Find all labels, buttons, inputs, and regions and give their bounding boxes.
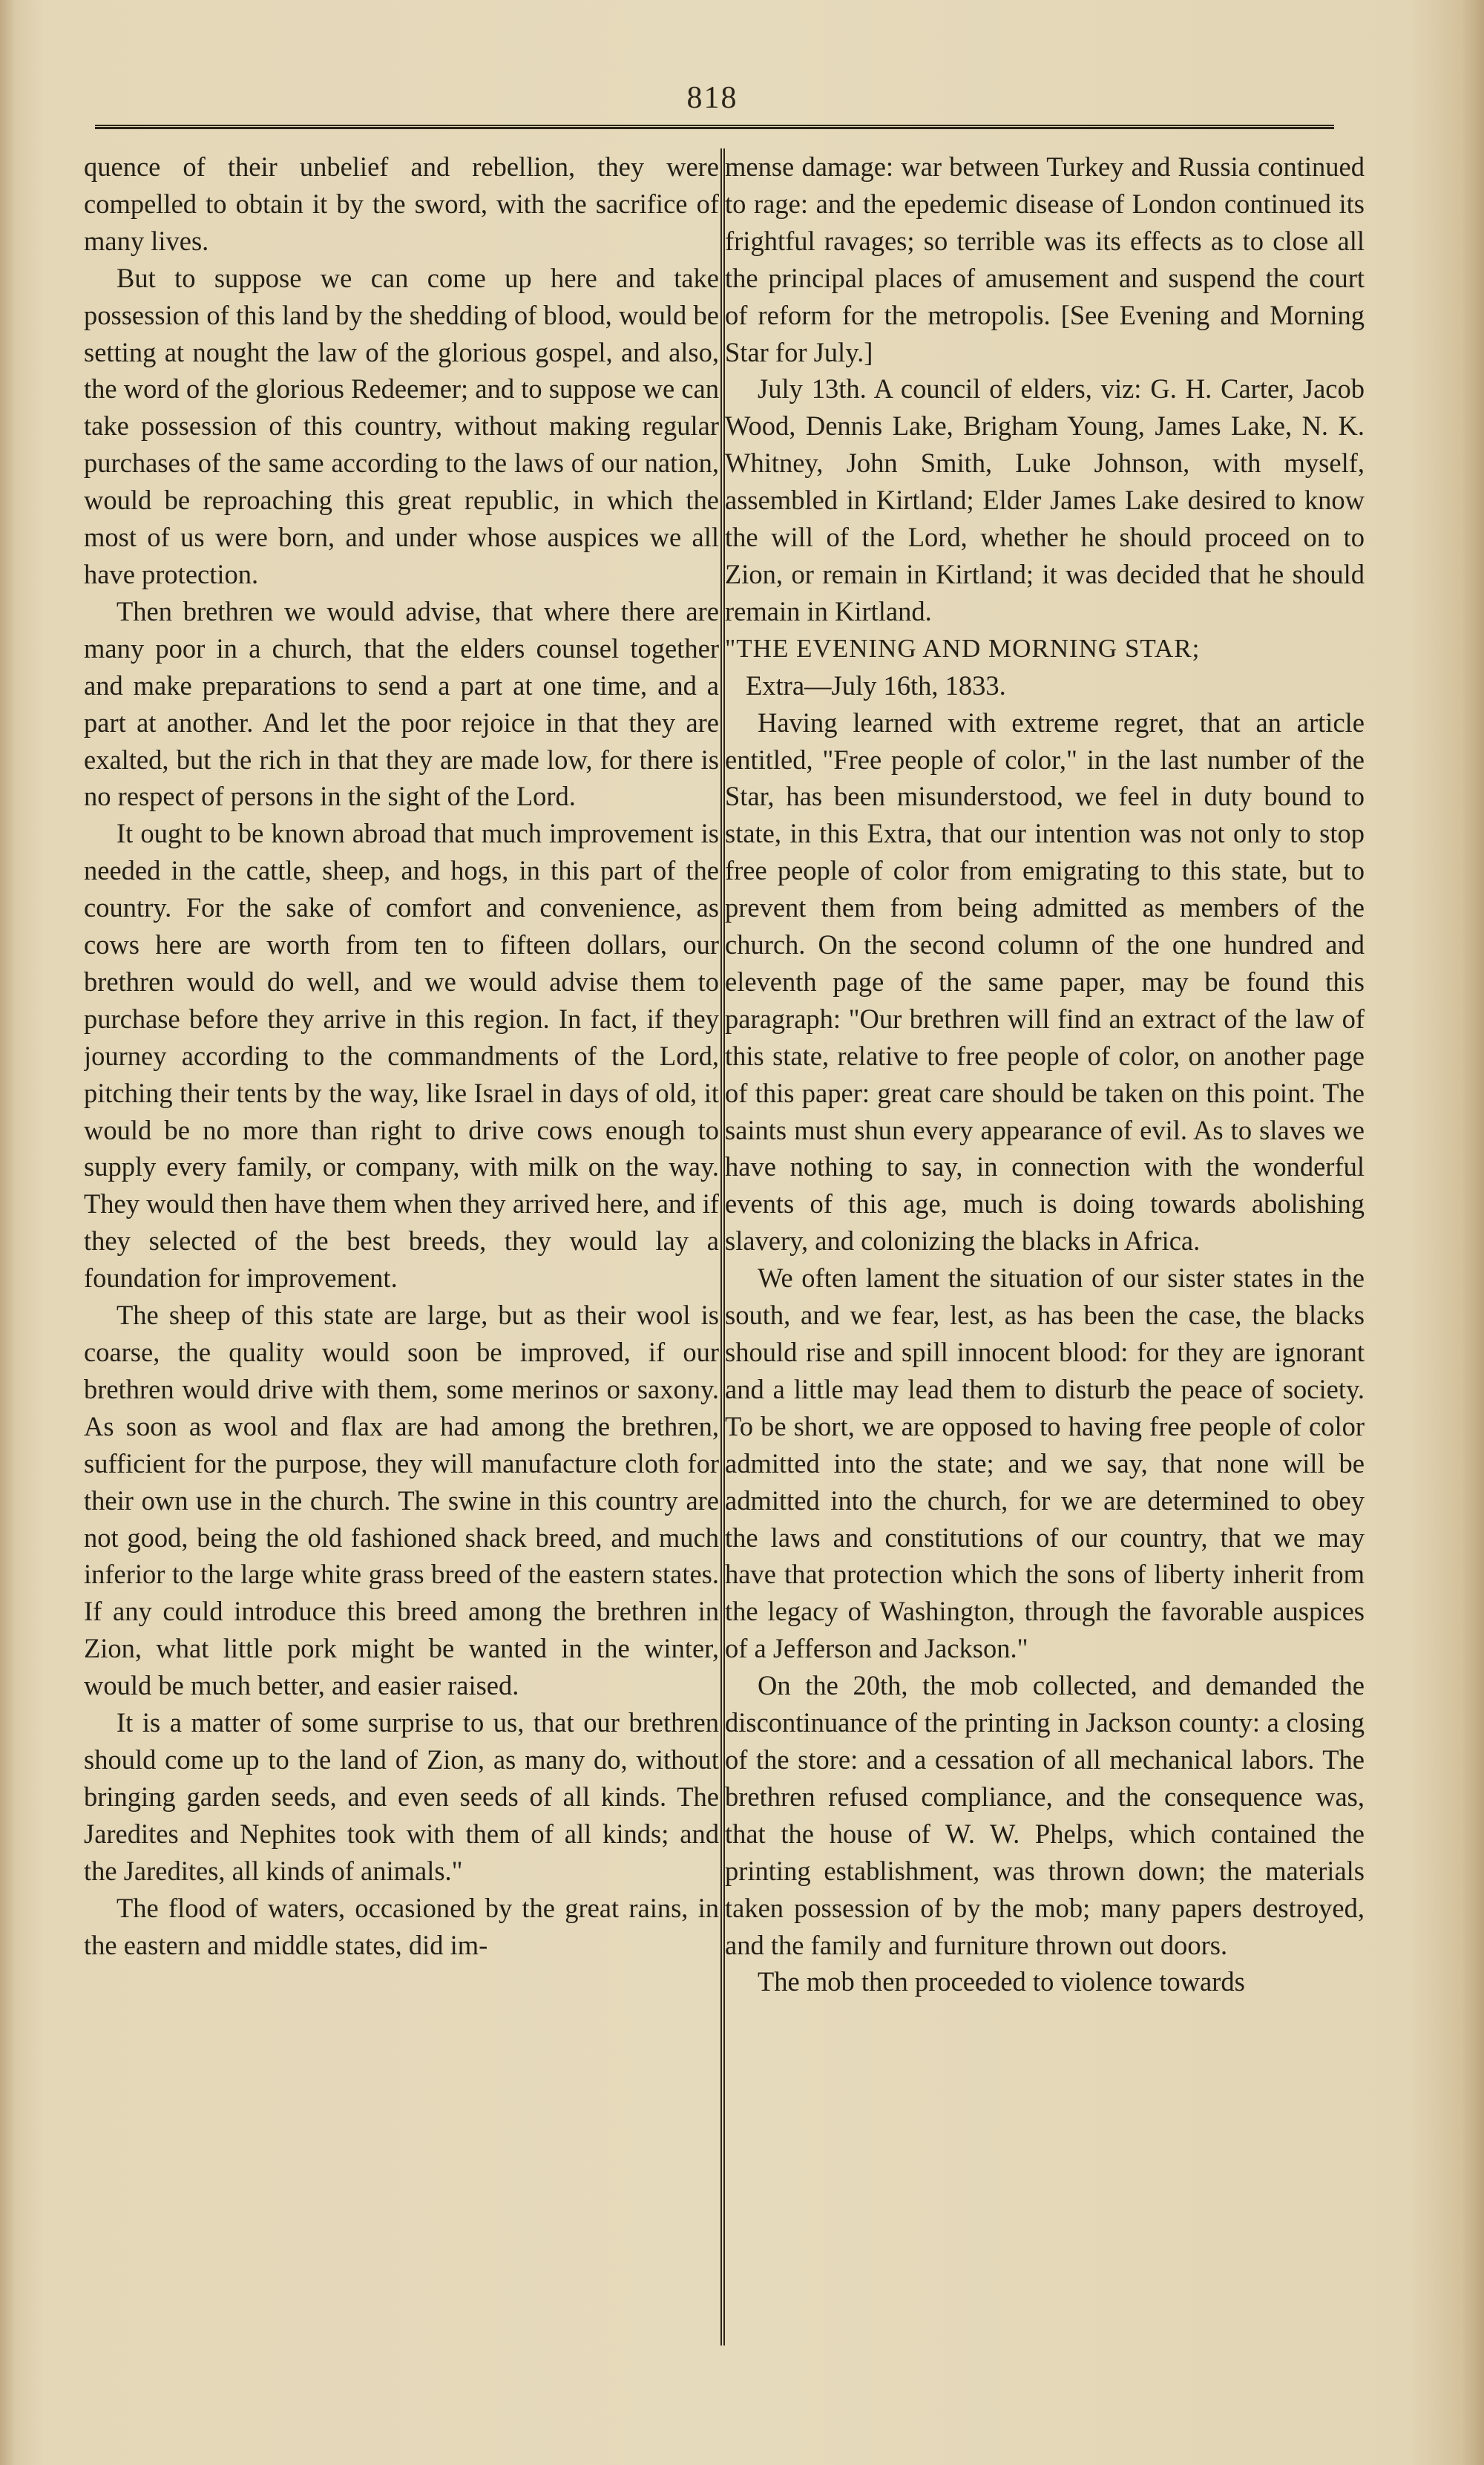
right-paragraph-1: mense damage: war between Turkey and Russia continued to rage: and the epedemic disease of London continued its frightful ravages; so terrible was its effects as to close all the principal places of amusement and suspend the court of reform for the metropolis. [See Evening and Morning Star for July.] (725, 151, 1365, 367)
right-paragraph-2: July 13th. A council of elders, viz: G. H. Carter, Jacob Wood, Dennis Lake, Brigham Young, James Lake, N. K. Whitney, John Smith, Luke Johnson, with myself, assembled in Kirtland; Elder James Lake desired to know the will of the Lord, whether he should proceed on to Zion, or remain in Kirtland; it was decided that he should remain in Kirtland. (725, 373, 1365, 626)
left-paragraph-5: The sheep of this state are large, but as their wool is coarse, the quality would soon be improved, if our brethren would drive with them, some merinos or saxony. As soon as wool and flax are had among the brethren, sufficient for the purpose, they will manufacture cloth for their own use in the church. The swine in this country are not good, being the old fashioned shack breed, and much inferior to the large white grass breed of the eastern states. If any could introduce this breed among the brethren in Zion, what little pork might be wanted in the winter, would be much better, and easier raised. (84, 1300, 719, 1701)
left-paragraph-7: The flood of waters, occasioned by the great rains, in the eastern and middle states, did im- (84, 1892, 719, 1960)
right-paragraph-5: On the 20th, the mob collected, and demanded the discontinuance of the printing in Jackson county: a closing of the store: and a cessation of all mechanical labors. The brethren refused compliance, and the consequence was, that the house of W. W. Phelps, which contained the printing establishment, was thrown down; the materials taken possession of by the mob; many papers destroyed, and the family and furniture thrown out doors. (725, 1670, 1365, 1960)
right-paragraph-6: The mob then proceeded to violence towards (758, 1966, 1245, 1997)
page-number: 818 (686, 81, 738, 115)
article-heading: "THE EVENING AND MORNING STAR; (725, 633, 1201, 663)
left-paragraph-3: Then brethren we would advise, that where there are many poor in a church, that the elders counsel together and make preparations to send a part at one time, and a part at another. And let the poor rejoice in that they are exalted, but the rich in that they are made low, for there is no respect of persons in the sight of the Lord. (84, 595, 719, 812)
left-paragraph-1: quence of their unbelief and rebellion, they were compelled to obtain it by the sword, with the sacrifice of many lives. (84, 151, 719, 256)
right-paragraph-3: Having learned with extreme regret, that an article entitled, "Free people of color," in the last number of the Star, has been misunderstood, we feel in duty bound to state, in this Extra, that our intention was not only to stop free people of color from emigrating to this state, but to prevent them from being admitted as members of the church. On the second column of the one hundred and eleventh page of the same paper, may be found this paragraph: "Our brethren will find an extract of the law of this state, relative to free people of color, on another page of this paper: great care should be taken on this point. The saints must shun every appearance of evil. As to slaves we have nothing to say, in connection with the wonderful events of this age, much is doing towards abolishing slavery, and colonizing the blacks in Africa. (725, 707, 1365, 1257)
left-paragraph-6: It is a matter of some surprise to us, that our brethren should come up to the land of Zion, as many do, without bringing garden seeds, and even seeds of all kinds. The Jaredites and Nephites took with them of all kinds; and the Jaredites, all kinds of animals." (84, 1707, 719, 1886)
right-column (725, 148, 1365, 2375)
left-column (84, 148, 719, 2375)
left-paragraph-2: But to suppose we can come up here and take possession of this land by the shedding of blood, would be setting at nought the law of the glorious gospel, and also, the word of the glorious Redeemer; and to suppose we can take possession of this country, without making regular purchases of the same according to the laws of our nation, would be reproaching this great republic, in which the most of us were born, and under whose auspices we all have protection. (84, 262, 719, 589)
left-paragraph-4: It ought to be known abroad that much improvement is needed in the cattle, sheep, and hogs, in this part of the country. For the sake of comfort and convenience, as cows here are worth from ten to fifteen dollars, our brethren would do well, and we would advise them to purchase before they arrive in this region. In fact, if they journey according to the commandments of the Lord, pitching their tents by the way, like Israel in days of old, it would be no more than right to drive cows enough to supply every family, or company, with milk on the way. They would then have them when they arrived here, and if they selected of the best breeds, they would lay a foundation for improvement. (84, 818, 719, 1294)
right-paragraph-4: We often lament the situation of our sister states in the south, and we fear, lest, as has been the case, the blacks should rise and spill innocent blood: for they are ignorant and a little may lead them to disturb the peace of society. To be short, we are opposed to having free people of color admitted into the state; and we say, that none will be admitted into the church, for we are determined to obey the laws and constitutions of our country, that we may have that protection which the sons of liberty inherit from the legacy of Washington, through the favorable auspices of a Jefferson and Jackson." (725, 1263, 1365, 1664)
article-dateline: Extra—July 16th, 1833. (746, 670, 1006, 701)
header-rule (95, 125, 1334, 129)
